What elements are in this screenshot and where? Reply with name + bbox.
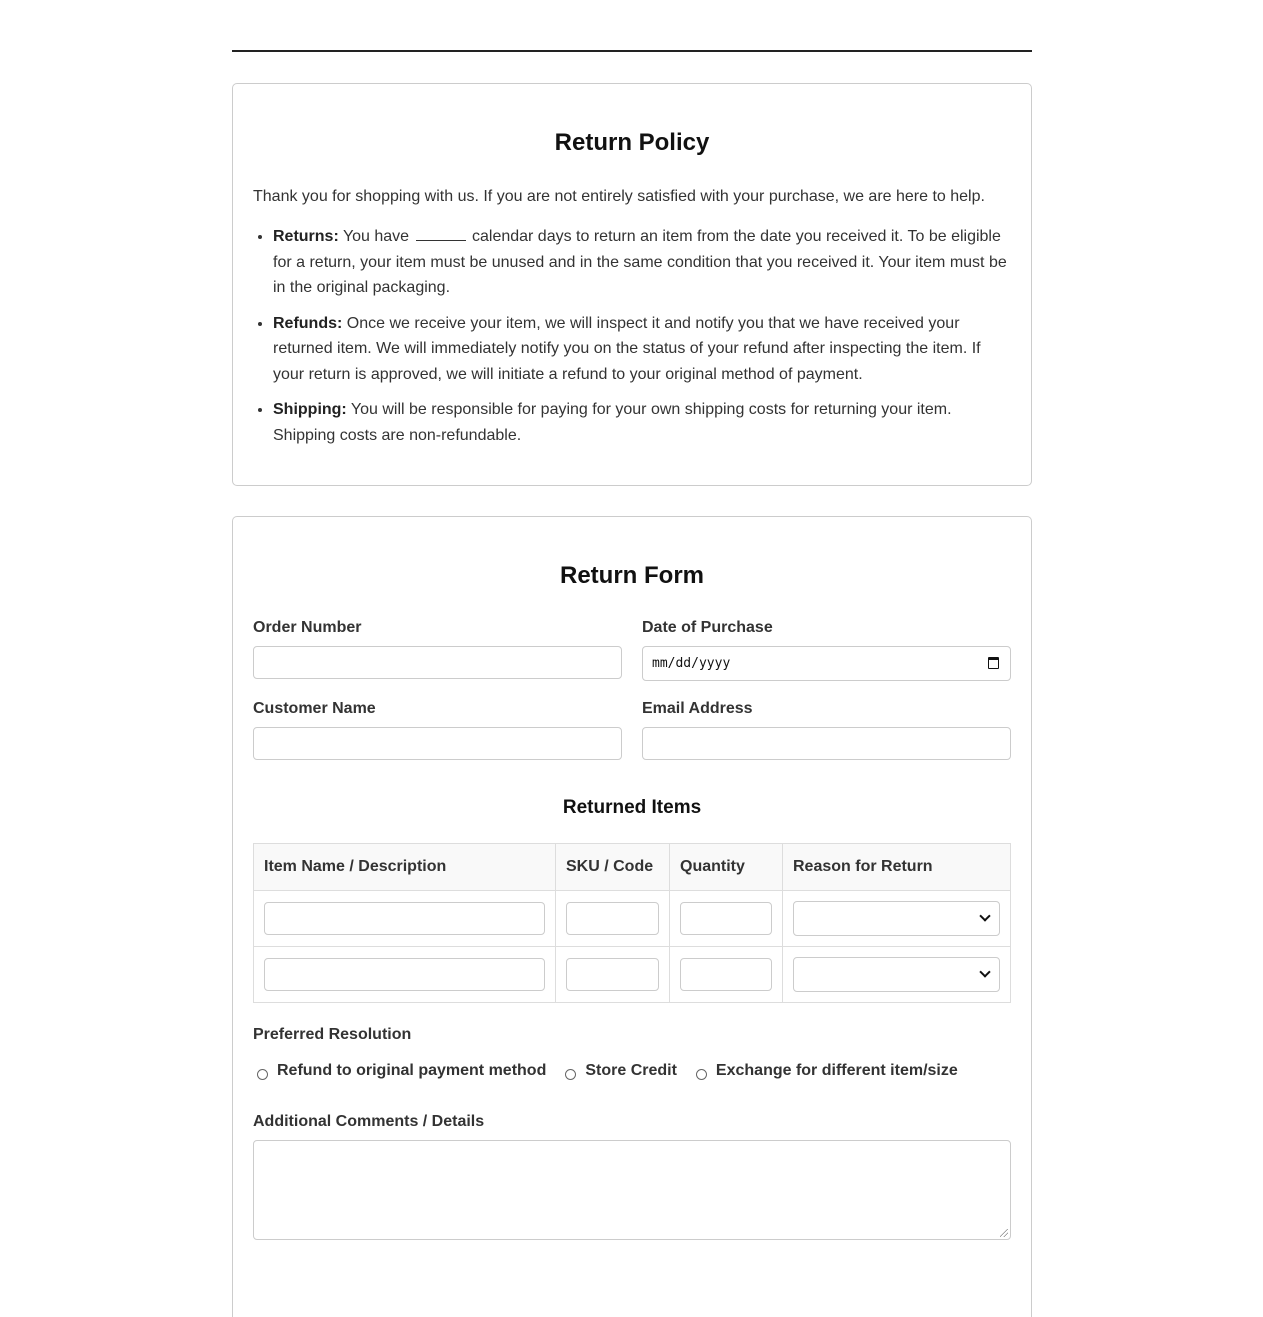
table-header-row bbox=[254, 844, 1011, 891]
additional-comments-textarea[interactable] bbox=[253, 1140, 1011, 1240]
radio-label[interactable]: Store Credit bbox=[585, 1062, 677, 1079]
item-name-input[interactable] bbox=[264, 902, 545, 935]
policy-item-refunds bbox=[273, 311, 1011, 388]
resolution-options bbox=[257, 1062, 977, 1080]
customer-name-label: Customer Name bbox=[253, 700, 376, 717]
returned-items-table bbox=[253, 843, 1011, 1003]
radio-button[interactable] bbox=[696, 1069, 707, 1080]
resolution-option-store-credit[interactable] bbox=[565, 1062, 677, 1080]
order-number-input[interactable] bbox=[253, 646, 622, 679]
form-title: Return Form bbox=[560, 562, 704, 589]
reason-select[interactable] bbox=[793, 901, 1000, 936]
table-row bbox=[254, 947, 1011, 1003]
item-cell bbox=[254, 891, 556, 947]
policy-list bbox=[253, 224, 1011, 458]
policy-intro: Thank you for shopping with us. If you are not entirely satisfied with your purchase, we are here to help. bbox=[253, 188, 985, 205]
policy-item-returns bbox=[273, 224, 1011, 301]
policy-item-text: You will be responsible for paying for your own shipping costs for returning your item. Shipping costs are non-refundable. bbox=[273, 401, 952, 444]
item-name-input[interactable] bbox=[264, 958, 545, 991]
date-of-purchase-input[interactable] bbox=[642, 646, 1011, 681]
policy-item-label: Returns: bbox=[273, 228, 339, 245]
customer-name-input[interactable] bbox=[253, 727, 622, 760]
item-cell bbox=[254, 947, 556, 1003]
header-divider bbox=[232, 50, 1032, 52]
sku-input[interactable] bbox=[566, 958, 659, 991]
resolution-option-exchange[interactable] bbox=[696, 1062, 958, 1080]
policy-item-shipping bbox=[273, 397, 1011, 448]
policy-item-label: Shipping: bbox=[273, 401, 347, 418]
reason-cell bbox=[783, 891, 1011, 947]
additional-comments-label: Additional Comments / Details bbox=[253, 1113, 485, 1130]
chevron-down-icon bbox=[979, 910, 990, 921]
resize-handle-icon[interactable] bbox=[1000, 1229, 1008, 1237]
policy-item-label: Refunds: bbox=[273, 314, 343, 332]
sku-cell bbox=[556, 947, 670, 1003]
email-address-input[interactable] bbox=[642, 727, 1011, 760]
radio-label[interactable]: Refund to original payment method bbox=[277, 1062, 547, 1079]
days-blank bbox=[416, 228, 466, 241]
sku-input[interactable] bbox=[566, 902, 659, 935]
return-policy-card bbox=[232, 83, 1032, 486]
quantity-cell bbox=[670, 891, 783, 947]
order-number-label: Order Number bbox=[253, 619, 362, 636]
radio-button[interactable] bbox=[565, 1069, 576, 1080]
policy-item-text-after: calendar days to return an item from the date you received it. To be eligible for a return, your item must be unused and in the same condition that you received it. Your item must be in the original packaging. bbox=[273, 228, 1007, 296]
column-header-item: Item Name / Description bbox=[254, 844, 556, 891]
reason-select[interactable] bbox=[793, 957, 1000, 992]
radio-label[interactable]: Exchange for different item/size bbox=[715, 1062, 958, 1079]
policy-item-text: Once we receive your item, we will inspect it and notify you that we have received your returned item. We will immediately notify you on the status of your refund after inspecting the item. If your return is approved, we will initiate a refund to your original method of payment. bbox=[273, 314, 981, 383]
chevron-down-icon bbox=[979, 966, 990, 977]
policy-item-text-before: You have bbox=[342, 228, 410, 245]
returned-items-title: Returned Items bbox=[562, 797, 702, 818]
table-row bbox=[254, 891, 1011, 947]
radio-button[interactable] bbox=[257, 1069, 268, 1080]
quantity-cell bbox=[670, 947, 783, 1003]
preferred-resolution-label: Preferred Resolution bbox=[253, 1026, 412, 1043]
quantity-input[interactable] bbox=[680, 958, 772, 991]
date-of-purchase-label: Date of Purchase bbox=[642, 619, 773, 636]
date-placeholder: mm/dd/yyyy bbox=[652, 656, 731, 671]
column-header-reason: Reason for Return bbox=[783, 844, 1011, 891]
resolution-option-refund[interactable] bbox=[257, 1062, 546, 1080]
policy-title: Return Policy bbox=[554, 129, 710, 156]
calendar-icon[interactable] bbox=[988, 657, 999, 669]
column-header-quantity: Quantity bbox=[670, 844, 783, 891]
email-address-label: Email Address bbox=[642, 700, 753, 717]
column-header-sku: SKU / Code bbox=[556, 844, 670, 891]
return-form-card bbox=[232, 516, 1032, 1317]
sku-cell bbox=[556, 891, 670, 947]
quantity-input[interactable] bbox=[680, 902, 772, 935]
reason-cell bbox=[783, 947, 1011, 1003]
